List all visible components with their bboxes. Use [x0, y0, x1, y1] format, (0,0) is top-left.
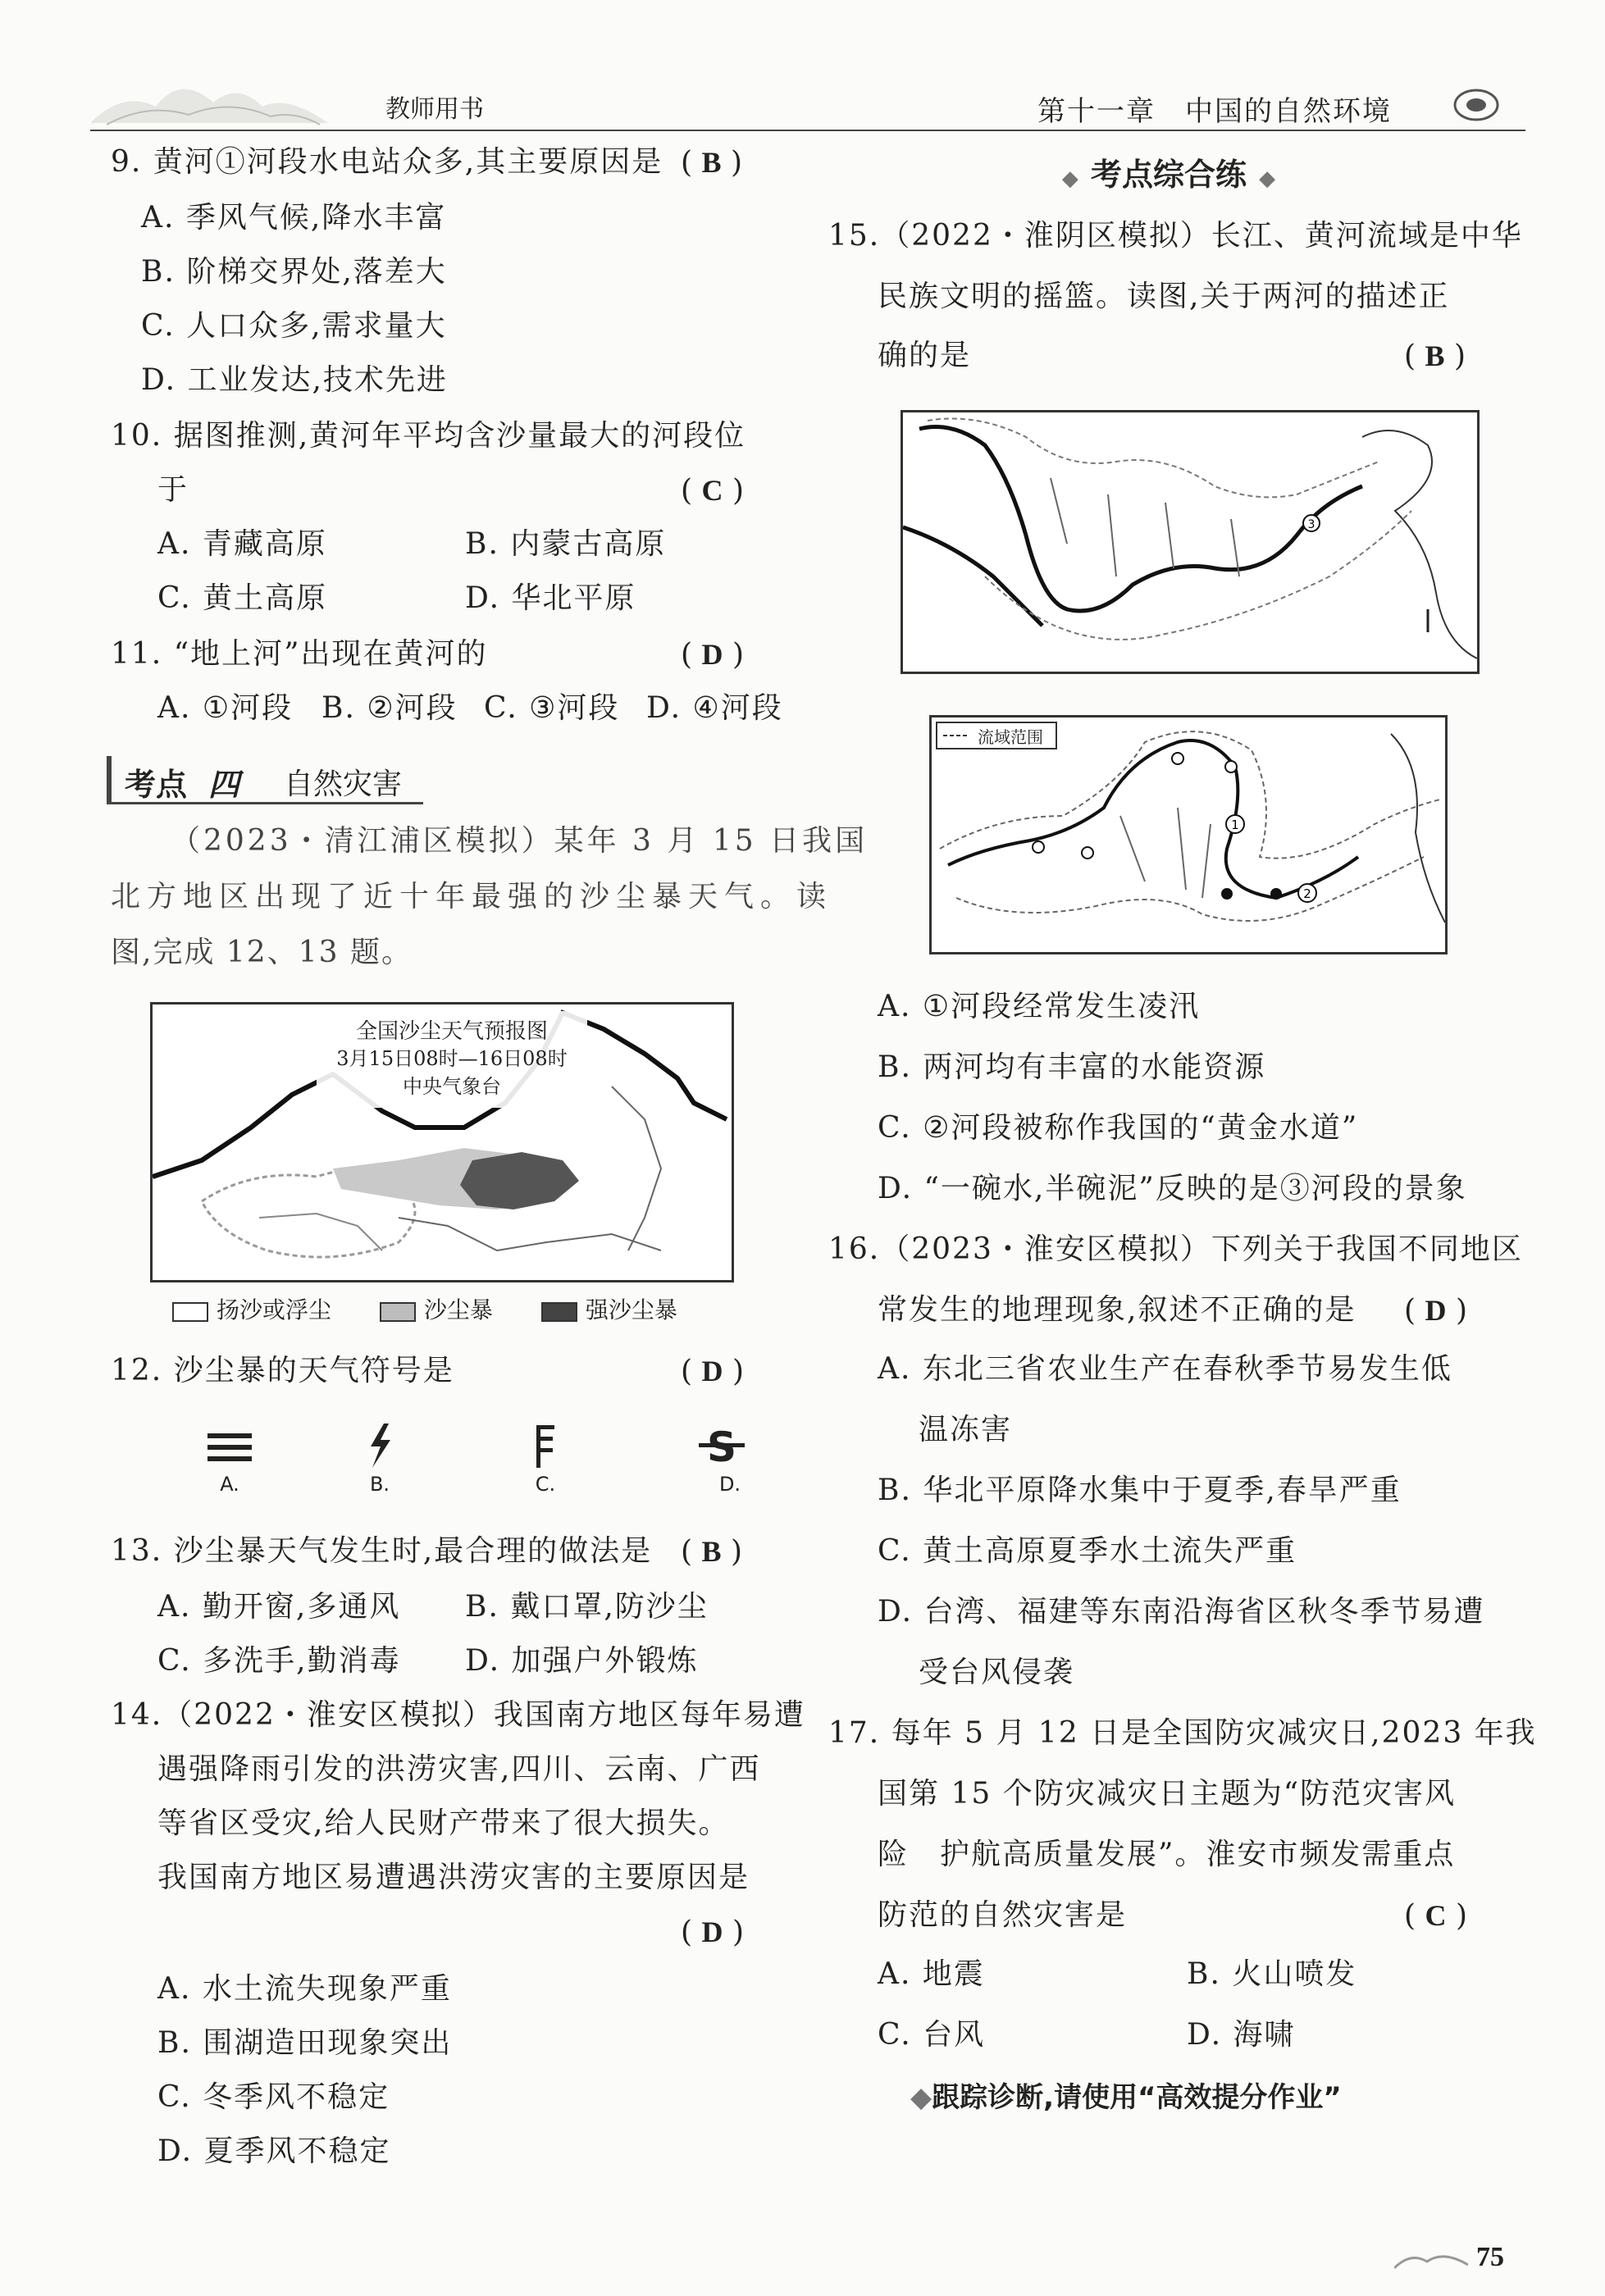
q17-option-d: D. 海啸	[1187, 2018, 1296, 2052]
q15-option-c: C. ②河段被称作我国的“黄金水道”	[878, 1111, 1359, 1145]
q14-answer: ( D )	[681, 1916, 744, 1949]
q10-option-c: C. 黄土高原	[157, 581, 328, 615]
q17-line4: 防范的自然灾害是	[878, 1898, 1128, 1932]
svg-text:1: 1	[1231, 818, 1239, 832]
q10-stem-line1: 10. 据图推测,黄河年平均含沙量最大的河段位	[111, 419, 746, 453]
q10-option-a: A. 青藏高原	[157, 527, 327, 561]
q14-line2: 遇强降雨引发的洪涝灾害,四川、云南、广西	[157, 1752, 761, 1786]
dust-map-title2: 3月15日08时—16日08时	[336, 1047, 568, 1070]
q11-option-a: A. ①河段	[157, 691, 294, 725]
q13-option-a: A. 勤开窗,多通风	[157, 1590, 401, 1624]
q14-option-d: D. 夏季风不稳定	[157, 2134, 391, 2168]
q12-symbol-label-b: B.	[369, 1473, 390, 1496]
q14-line1: 14.（2022・淮安区模拟）我国南方地区每年易遭	[111, 1698, 805, 1732]
section4-num: 四	[208, 767, 240, 803]
q11-stem: 11. “地上河”出现在黄河的	[111, 637, 488, 671]
q15-answer: ( B )	[1404, 339, 1466, 373]
q15-option-b: B. 两河均有丰富的水能资源	[878, 1050, 1266, 1084]
weather-symbol-sandstorm-icon	[697, 1422, 746, 1471]
q17-line2: 国第 15 个防灾减灾日主题为“防范灾害风	[878, 1777, 1457, 1811]
rivers-map-2-graphic	[932, 718, 1445, 952]
section-comprehensive-title: 考点综合练	[1090, 157, 1247, 193]
intro-line1: （2023・清江浦区模拟）某年 3 月 15 日我国	[171, 824, 869, 858]
q17-answer: ( C )	[1404, 1899, 1467, 1933]
q12-answer: ( D )	[681, 1355, 744, 1388]
q14-option-a: A. 水土流失现象严重	[157, 1972, 452, 2006]
q17-line1: 17. 每年 5 月 12 日是全国防灾减灾日,2023 年我	[828, 1716, 1537, 1750]
legend-label-light: 扬沙或浮尘	[217, 1296, 332, 1323]
weather-symbol-blowing-snow-icon	[525, 1422, 566, 1471]
rivers-map-2-legend: 流域范围	[978, 727, 1043, 747]
header-logo-icon	[1452, 85, 1501, 125]
q9-option-d: D. 工业发达,技术先进	[141, 363, 448, 397]
legend-label-medium: 沙尘暴	[423, 1296, 493, 1323]
q16-option-a-cont: 温冻害	[919, 1413, 1013, 1446]
rivers-map-2	[929, 715, 1448, 954]
q12-stem: 12. 沙尘暴的天气符号是	[111, 1354, 454, 1387]
q11-option-d: D. ④河段	[646, 691, 783, 725]
q9-option-a: A. 季风气候,降水丰富	[141, 201, 447, 235]
section4-label: 考点	[125, 767, 188, 803]
q16-option-d-cont: 受台风侵袭	[919, 1656, 1075, 1689]
section-comprehensive-header	[1033, 149, 1304, 195]
q9-option-c: C. 人口众多,需求量大	[141, 309, 447, 343]
q17-option-a: A. 地震	[878, 1957, 985, 1991]
q9-stem: 9. 黄河①河段水电站众多,其主要原因是	[111, 145, 663, 179]
section4-header	[107, 756, 423, 804]
legend-swatch-light	[172, 1302, 208, 1322]
q16-option-c: C. 黄土高原夏季水土流失严重	[878, 1534, 1297, 1568]
rivers-map-1	[901, 410, 1480, 674]
q13-stem: 13. 沙尘暴天气发生时,最合理的做法是	[111, 1534, 653, 1568]
q10-stem-line2: 于	[157, 473, 189, 507]
q17-line3: 险 护航高质量发展”。淮安市频发需重点	[878, 1838, 1456, 1871]
section4-title: 自然灾害	[284, 768, 403, 801]
intro-line3: 图,完成 12、13 题。	[111, 936, 413, 969]
q13-option-d: D. 加强户外锻炼	[465, 1644, 699, 1678]
header-rule	[90, 130, 1525, 131]
q15-line2: 民族文明的摇篮。读图,关于两河的描述正	[878, 280, 1450, 313]
weather-symbol-lightning-icon	[359, 1422, 400, 1471]
q12-symbol-label-d: D.	[718, 1473, 741, 1496]
diamond-bullet-icon: ◆	[910, 2081, 932, 2114]
svg-text:2: 2	[1303, 886, 1311, 901]
page-number: 75	[1476, 2242, 1504, 2272]
dust-map-title3: 中央气象台	[403, 1075, 501, 1098]
q16-option-d: D. 台湾、福建等东南沿海省区秋冬季节易遭	[878, 1595, 1485, 1629]
header-chapter: 第十一章 中国的自然环境	[1037, 95, 1392, 128]
q13-option-b: B. 戴口罩,防沙尘	[465, 1590, 709, 1624]
q15-option-d: D. “一碗水,半碗泥”反映的是③河段的景象	[878, 1172, 1467, 1205]
q13-answer: ( B )	[681, 1535, 743, 1569]
legend-swatch-dark	[541, 1302, 577, 1322]
dust-map-legend	[172, 1292, 677, 1325]
page-number-decoration	[1394, 2247, 1468, 2271]
q15-line3: 确的是	[878, 339, 972, 372]
q11-option-b: B. ②河段	[321, 691, 458, 725]
diamond-icon: ◆	[1061, 166, 1078, 191]
legend-label-dark: 强沙尘暴	[585, 1296, 677, 1323]
q16-option-b: B. 华北平原降水集中于夏季,春旱严重	[878, 1474, 1402, 1507]
q12-symbol-label-a: A.	[220, 1473, 239, 1496]
q14-line4: 我国南方地区易遭遇洪涝灾害的主要原因是	[157, 1861, 750, 1894]
intro-line2: 北方地区出现了近十年最强的沙尘暴天气。读	[111, 880, 833, 913]
header-decoration	[90, 57, 328, 131]
q11-option-c: C. ③河段	[484, 691, 620, 725]
q9-option-b: B. 阶梯交界处,落差大	[141, 255, 447, 289]
q16-option-a: A. 东北三省农业生产在春秋季节易发生低	[878, 1352, 1452, 1386]
footer-note	[910, 2075, 1342, 2115]
q16-answer: ( D )	[1404, 1294, 1467, 1328]
q17-option-c: C. 台风	[878, 2018, 986, 2052]
header-book-type: 教师用书	[385, 95, 484, 124]
q10-option-b: B. 内蒙古高原	[465, 527, 667, 561]
dust-forecast-map	[150, 1002, 734, 1282]
q17-option-b: B. 火山喷发	[1187, 1957, 1357, 1991]
q10-option-d: D. 华北平原	[465, 581, 636, 615]
q14-line3: 等省区受灾,给人民财产带来了很大损失。	[157, 1806, 730, 1840]
q14-option-c: C. 冬季风不稳定	[157, 2080, 390, 2114]
q10-answer: ( C )	[681, 474, 744, 508]
svg-text:3: 3	[1307, 518, 1315, 531]
weather-symbol-fog-icon	[201, 1427, 258, 1468]
q13-option-c: C. 多洗手,勤消毒	[157, 1644, 401, 1678]
q15-option-a: A. ①河段经常发生凌汛	[878, 990, 1201, 1023]
diamond-icon: ◆	[1259, 166, 1276, 191]
dust-map-title1: 全国沙尘天气预报图	[355, 1019, 548, 1044]
q16-line2: 常发生的地理现象,叙述不正确的是	[878, 1293, 1356, 1327]
q11-answer: ( D )	[681, 638, 744, 672]
q12-symbol-label-c: C.	[535, 1473, 556, 1496]
q14-option-b: B. 围湖造田现象突出	[157, 2026, 453, 2060]
q16-line1: 16.（2023・淮安区模拟）下列关于我国不同地区	[828, 1232, 1523, 1266]
q9-answer: ( B )	[681, 146, 743, 180]
rivers-map-1-graphic	[903, 412, 1477, 672]
footer-note-text: 跟踪诊断,请使用“高效提分作业”	[932, 2081, 1342, 2114]
q15-line1: 15.（2022・淮阴区模拟）长江、黄河流域是中华	[828, 219, 1523, 253]
legend-swatch-medium	[380, 1302, 416, 1322]
